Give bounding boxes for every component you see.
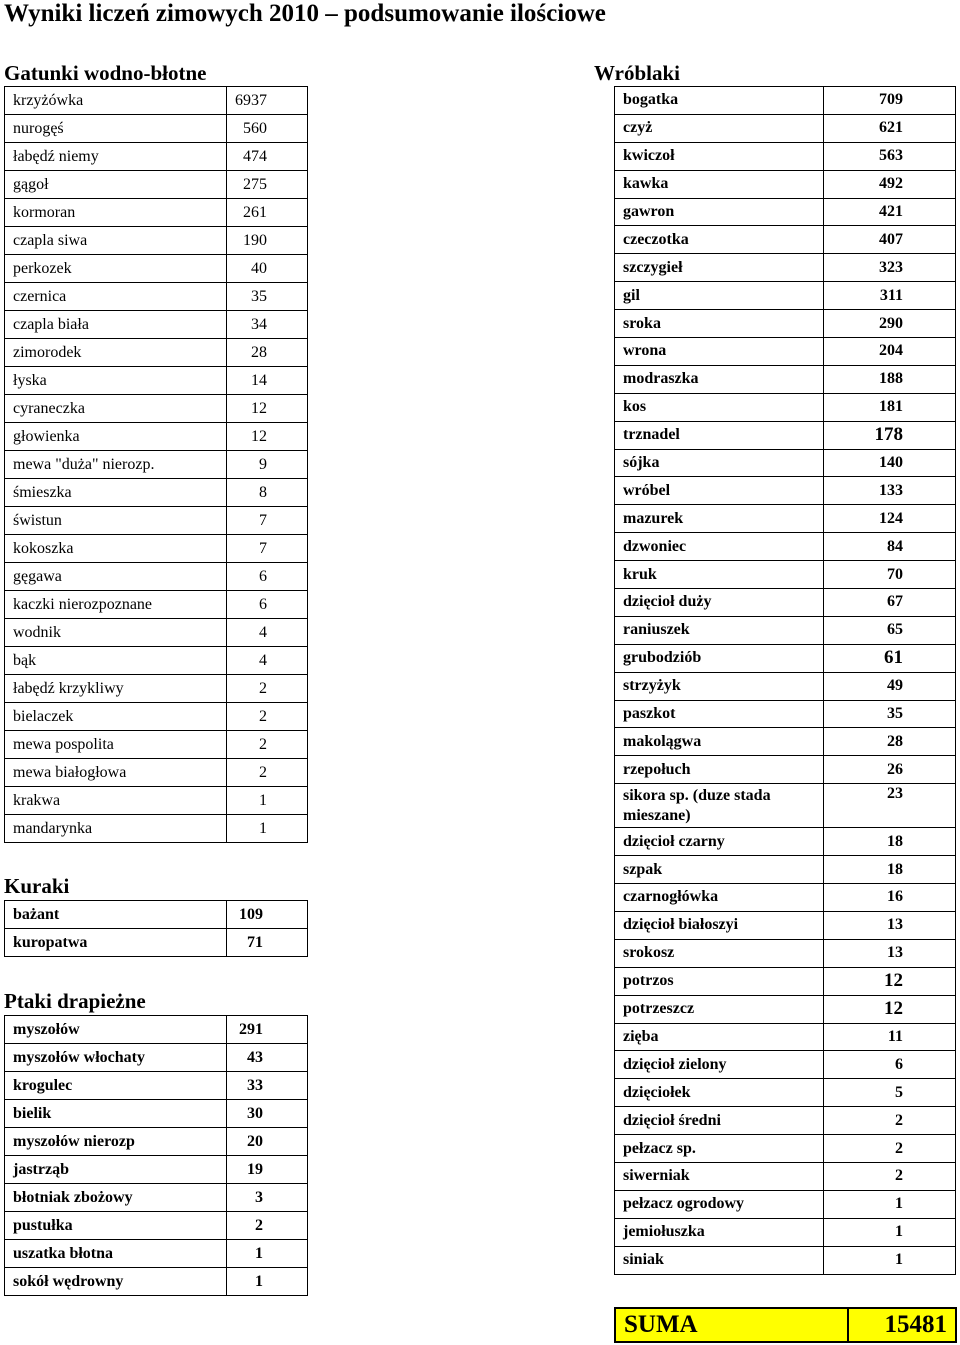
species-count: 67 [824, 589, 956, 617]
species-name: szpak [615, 856, 824, 884]
species-count: 34 [227, 311, 308, 339]
species-name: gągoł [5, 171, 227, 199]
species-name: błotniak zbożowy [5, 1184, 227, 1212]
species-count: 421 [824, 198, 956, 226]
species-name: zięba [615, 1023, 824, 1051]
table-row [5, 283, 308, 311]
species-name: siwerniak [615, 1162, 824, 1190]
species-count: 3 [227, 1184, 308, 1212]
table-row [615, 226, 956, 254]
species-count: 290 [824, 310, 956, 338]
species-name: mazurek [615, 505, 824, 533]
species-name: myszołów nierozp [5, 1128, 227, 1156]
table-row [615, 1190, 956, 1218]
species-count: 2 [824, 1107, 956, 1135]
table-row [5, 1268, 308, 1296]
species-name: krogulec [5, 1072, 227, 1100]
species-count: 1 [227, 1268, 308, 1296]
species-count: 13 [824, 911, 956, 939]
species-count: 560 [227, 115, 308, 143]
species-count: 11 [824, 1023, 956, 1051]
species-name: bażant [5, 901, 227, 929]
species-name: makolągwa [615, 728, 824, 756]
table-wodne [4, 86, 308, 843]
species-count: 204 [824, 338, 956, 366]
species-count: 5 [824, 1079, 956, 1107]
species-count: 65 [824, 616, 956, 644]
species-name: dzwoniec [615, 533, 824, 561]
species-count: 70 [824, 561, 956, 589]
species-count: 275 [227, 171, 308, 199]
table-row [5, 1128, 308, 1156]
table-row [615, 1218, 956, 1246]
table-kuraki [4, 900, 308, 957]
table-row [5, 311, 308, 339]
table-row [5, 647, 308, 675]
table-row [5, 1044, 308, 1072]
species-name: szczygieł [615, 254, 824, 282]
species-count: 1 [824, 1190, 956, 1218]
summary-box [614, 1307, 957, 1343]
species-count: 9 [227, 451, 308, 479]
species-name: czyż [615, 114, 824, 142]
species-name: łabędź niemy [5, 143, 227, 171]
table-row [615, 449, 956, 477]
species-count: 492 [824, 170, 956, 198]
table-row [615, 828, 956, 856]
species-name: potrzeszcz [615, 995, 824, 1023]
species-name: gęgawa [5, 563, 227, 591]
species-count: 7 [227, 535, 308, 563]
species-count: 13 [824, 939, 956, 967]
table-row [5, 1184, 308, 1212]
table-row [5, 563, 308, 591]
table-row [5, 479, 308, 507]
species-name: paszkot [615, 700, 824, 728]
table-row [615, 589, 956, 617]
table-row [5, 451, 308, 479]
species-count: 20 [227, 1128, 308, 1156]
species-count: 4 [227, 647, 308, 675]
table-row [615, 1162, 956, 1190]
table-row [615, 87, 956, 115]
species-name: cyraneczka [5, 395, 227, 423]
table-row [615, 1079, 956, 1107]
species-count: 178 [824, 421, 956, 449]
species-count: 1 [227, 1240, 308, 1268]
species-name: kokoszka [5, 535, 227, 563]
species-count: 26 [824, 756, 956, 784]
table-row [615, 477, 956, 505]
species-count: 709 [824, 87, 956, 115]
species-name: wrona [615, 338, 824, 366]
species-name: dzięciołek [615, 1079, 824, 1107]
species-count: 12 [227, 423, 308, 451]
table-row [615, 421, 956, 449]
species-name: bogatka [615, 87, 824, 115]
species-name: mandarynka [5, 815, 227, 843]
species-count: 30 [227, 1100, 308, 1128]
table-row [5, 115, 308, 143]
page-title: Wyniki liczeń zimowych 2010 – podsumowanie ilościowe [4, 0, 606, 27]
section-title-wodne: Gatunki wodno-błotne [4, 61, 207, 85]
species-count: 14 [227, 367, 308, 395]
species-name: czernica [5, 283, 227, 311]
species-name: śmieszka [5, 479, 227, 507]
table-row [615, 310, 956, 338]
species-name: myszołów włochaty [5, 1044, 227, 1072]
table-row [615, 1107, 956, 1135]
species-name: raniuszek [615, 616, 824, 644]
table-row [615, 282, 956, 310]
species-count: 35 [824, 700, 956, 728]
species-count: 71 [227, 929, 308, 957]
species-count: 621 [824, 114, 956, 142]
species-count: 2 [227, 731, 308, 759]
species-name: czapla siwa [5, 227, 227, 255]
species-name: myszołów [5, 1016, 227, 1044]
species-count: 188 [824, 365, 956, 393]
table-row [5, 171, 308, 199]
table-row [615, 393, 956, 421]
table-row [615, 505, 956, 533]
species-count: 261 [227, 199, 308, 227]
species-count: 12 [824, 995, 956, 1023]
species-name: pełzacz ogrodowy [615, 1190, 824, 1218]
species-name: gawron [615, 198, 824, 226]
species-count: 12 [824, 967, 956, 995]
table-row [5, 1016, 308, 1044]
species-count: 109 [227, 901, 308, 929]
species-count: 6 [824, 1051, 956, 1079]
species-count: 190 [227, 227, 308, 255]
species-name: krzyżówka [5, 87, 227, 115]
species-count: 133 [824, 477, 956, 505]
table-row [5, 143, 308, 171]
species-count: 140 [824, 449, 956, 477]
table-row [5, 675, 308, 703]
table-row [615, 616, 956, 644]
species-name: siniak [615, 1246, 824, 1274]
table-row [5, 1212, 308, 1240]
species-name: nurogęś [5, 115, 227, 143]
table-row [615, 170, 956, 198]
species-count: 2 [227, 1212, 308, 1240]
species-count: 12 [227, 395, 308, 423]
table-row [5, 901, 308, 929]
species-count: 181 [824, 393, 956, 421]
species-count: 323 [824, 254, 956, 282]
table-row [5, 395, 308, 423]
species-name: pełzacz sp. [615, 1135, 824, 1163]
species-name: rzepołuch [615, 756, 824, 784]
table-row [5, 339, 308, 367]
species-count: 407 [824, 226, 956, 254]
table-row [5, 507, 308, 535]
species-count: 311 [824, 282, 956, 310]
species-count: 33 [227, 1072, 308, 1100]
table-row [5, 619, 308, 647]
species-name: łyska [5, 367, 227, 395]
species-name: sokół wędrowny [5, 1268, 227, 1296]
species-name: mewa pospolita [5, 731, 227, 759]
section-title-kuraki: Kuraki [4, 874, 70, 898]
table-row [5, 815, 308, 843]
species-name: dzięcioł duży [615, 589, 824, 617]
summary-label: SUMA [615, 1308, 848, 1342]
species-count: 2 [824, 1135, 956, 1163]
species-name: krakwa [5, 787, 227, 815]
species-count: 4 [227, 619, 308, 647]
species-name: modraszka [615, 365, 824, 393]
section-title-drapiezne: Ptaki drapieżne [4, 989, 146, 1013]
table-row [5, 591, 308, 619]
species-name: dzięcioł białoszyi [615, 911, 824, 939]
species-count: 43 [227, 1044, 308, 1072]
species-count: 2 [824, 1162, 956, 1190]
species-name: dzięcioł średni [615, 1107, 824, 1135]
summary-value: 15481 [848, 1308, 956, 1342]
table-row [615, 1246, 956, 1274]
species-count: 1 [227, 787, 308, 815]
table-row [5, 227, 308, 255]
table-row [5, 1072, 308, 1100]
table-row [5, 535, 308, 563]
table-row [615, 561, 956, 589]
table-row [615, 784, 956, 828]
species-name: bąk [5, 647, 227, 675]
species-name: czeczotka [615, 226, 824, 254]
table-row [615, 533, 956, 561]
species-name: trznadel [615, 421, 824, 449]
species-name: perkozek [5, 255, 227, 283]
table-row [615, 1135, 956, 1163]
species-count: 6 [227, 591, 308, 619]
species-count: 7 [227, 507, 308, 535]
table-row [615, 1051, 956, 1079]
section-title-wroblaki: Wróblaki [594, 61, 680, 85]
species-name: sroka [615, 310, 824, 338]
species-name: dzięcioł czarny [615, 828, 824, 856]
species-count: 18 [824, 828, 956, 856]
table-row [615, 1023, 956, 1051]
table-row [615, 756, 956, 784]
table-row [615, 142, 956, 170]
species-count: 6937 [227, 87, 308, 115]
table-row [615, 911, 956, 939]
species-count: 84 [824, 533, 956, 561]
table-row [615, 114, 956, 142]
species-name: grubodziób [615, 644, 824, 672]
table-row [615, 672, 956, 700]
table-row [5, 1156, 308, 1184]
species-count: 19 [227, 1156, 308, 1184]
species-name: jastrząb [5, 1156, 227, 1184]
species-count: 23 [824, 784, 956, 828]
species-name: wodnik [5, 619, 227, 647]
species-count: 28 [227, 339, 308, 367]
species-count: 563 [824, 142, 956, 170]
species-count: 61 [824, 644, 956, 672]
species-name: mewa białogłowa [5, 759, 227, 787]
species-name: czarnogłówka [615, 884, 824, 912]
species-count: 291 [227, 1016, 308, 1044]
table-row [615, 644, 956, 672]
table-row [615, 939, 956, 967]
species-name: kuropatwa [5, 929, 227, 957]
species-count: 6 [227, 563, 308, 591]
table-row [615, 728, 956, 756]
table-row [5, 423, 308, 451]
species-name: sikora sp. (duze stada mieszane) [615, 784, 824, 828]
species-name: bielaczek [5, 703, 227, 731]
species-count: 28 [824, 728, 956, 756]
table-row [5, 929, 308, 957]
species-name: gil [615, 282, 824, 310]
table-row [615, 700, 956, 728]
species-name: kawka [615, 170, 824, 198]
table-row [5, 731, 308, 759]
table-row [5, 87, 308, 115]
species-name: potrzos [615, 967, 824, 995]
table-row [5, 1100, 308, 1128]
species-count: 40 [227, 255, 308, 283]
species-count: 16 [824, 884, 956, 912]
species-name: sójka [615, 449, 824, 477]
table-row [5, 787, 308, 815]
species-name: uszatka błotna [5, 1240, 227, 1268]
species-name: dzięcioł zielony [615, 1051, 824, 1079]
table-row [615, 967, 956, 995]
table-wroblaki [614, 86, 956, 1275]
species-count: 1 [824, 1246, 956, 1274]
species-name: kos [615, 393, 824, 421]
table-row [615, 856, 956, 884]
table-row [5, 199, 308, 227]
species-count: 1 [227, 815, 308, 843]
species-name: mewa "duża" nierozp. [5, 451, 227, 479]
species-count: 2 [227, 675, 308, 703]
species-name: łabędź krzykliwy [5, 675, 227, 703]
species-name: kwiczoł [615, 142, 824, 170]
species-count: 2 [227, 759, 308, 787]
species-name: kormoran [5, 199, 227, 227]
species-count: 49 [824, 672, 956, 700]
species-count: 474 [227, 143, 308, 171]
species-name: zimorodek [5, 339, 227, 367]
species-name: kruk [615, 561, 824, 589]
species-count: 35 [227, 283, 308, 311]
table-row [615, 198, 956, 226]
table-row [615, 338, 956, 366]
species-name: kaczki nierozpoznane [5, 591, 227, 619]
species-name: srokosz [615, 939, 824, 967]
species-name: strzyżyk [615, 672, 824, 700]
species-count: 18 [824, 856, 956, 884]
table-row [5, 759, 308, 787]
table-row [5, 1240, 308, 1268]
species-name: czapla biała [5, 311, 227, 339]
table-drapiezne [4, 1015, 308, 1296]
species-count: 124 [824, 505, 956, 533]
species-name: bielik [5, 1100, 227, 1128]
species-name: wróbel [615, 477, 824, 505]
species-name: jemiołuszka [615, 1218, 824, 1246]
table-row [615, 365, 956, 393]
table-row [5, 367, 308, 395]
table-row [615, 995, 956, 1023]
species-name: pustułka [5, 1212, 227, 1240]
table-row [615, 884, 956, 912]
species-count: 2 [227, 703, 308, 731]
species-count: 1 [824, 1218, 956, 1246]
table-row [5, 703, 308, 731]
species-name: głowienka [5, 423, 227, 451]
table-row [5, 255, 308, 283]
species-name: świstun [5, 507, 227, 535]
species-count: 8 [227, 479, 308, 507]
table-row [615, 254, 956, 282]
